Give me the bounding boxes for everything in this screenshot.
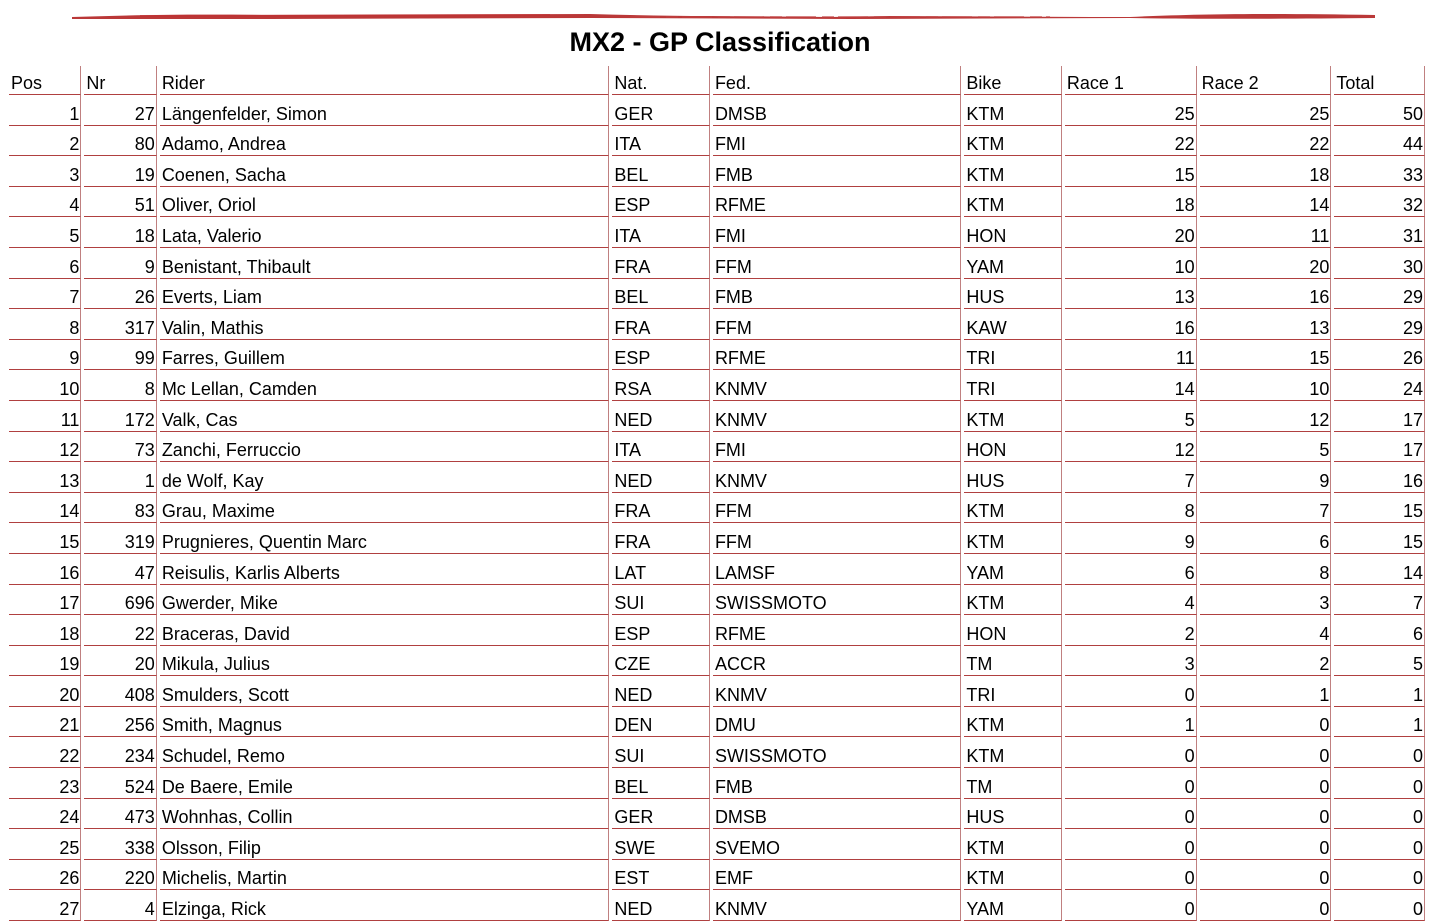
cell-pos: 5 <box>9 217 81 248</box>
cell-race2: 14 <box>1200 187 1332 218</box>
cell-fed: FMB <box>713 156 961 187</box>
cell-fed: RFME <box>713 187 961 218</box>
cell-fed: KNMV <box>713 370 961 401</box>
cell-nat: FRA <box>612 523 710 554</box>
cell-nat: FRA <box>612 248 710 279</box>
cell-nat: SWE <box>612 829 710 860</box>
cell-pos: 18 <box>9 615 81 646</box>
cell-fed: SWISSMOTO <box>713 737 961 768</box>
cell-pos: 17 <box>9 585 81 616</box>
cell-total: 17 <box>1334 401 1425 432</box>
cell-race1: 8 <box>1065 493 1197 524</box>
cell-pos: 6 <box>9 248 81 279</box>
cell-nat: BEL <box>612 768 710 799</box>
table-row <box>9 890 1425 921</box>
cell-bike: KTM <box>964 401 1062 432</box>
classification-table <box>6 66 1428 921</box>
cell-race1: 12 <box>1065 432 1197 463</box>
table-row <box>9 646 1425 677</box>
cell-nr: 338 <box>84 829 156 860</box>
cell-nr: 18 <box>84 217 156 248</box>
cell-pos: 25 <box>9 829 81 860</box>
table-row <box>9 187 1425 218</box>
cell-bike: HON <box>964 432 1062 463</box>
table-row <box>9 401 1425 432</box>
cell-total: 15 <box>1334 493 1425 524</box>
cell-nat: EST <box>612 860 710 891</box>
cell-total: 31 <box>1334 217 1425 248</box>
cell-nat: GER <box>612 799 710 830</box>
cell-bike: TM <box>964 646 1062 677</box>
table-header-row <box>9 66 1425 95</box>
cell-fed: KNMV <box>713 890 961 921</box>
cell-nat: DEN <box>612 707 710 738</box>
cell-total: 1 <box>1334 676 1425 707</box>
cell-rider: Coenen, Sacha <box>160 156 610 187</box>
cell-race1: 1 <box>1065 707 1197 738</box>
cell-nat: ITA <box>612 217 710 248</box>
table-body <box>9 95 1425 921</box>
cell-rider: Wohnhas, Collin <box>160 799 610 830</box>
cell-total: 1 <box>1334 707 1425 738</box>
cell-bike: KTM <box>964 156 1062 187</box>
cell-fed: KNMV <box>713 401 961 432</box>
cell-race2: 5 <box>1200 432 1332 463</box>
table-row <box>9 279 1425 310</box>
cell-race1: 0 <box>1065 860 1197 891</box>
cell-race1: 15 <box>1065 156 1197 187</box>
cell-bike: HON <box>964 217 1062 248</box>
cell-nat: NED <box>612 401 710 432</box>
cell-total: 32 <box>1334 187 1425 218</box>
cell-rider: Elzinga, Rick <box>160 890 610 921</box>
cell-rider: De Baere, Emile <box>160 768 610 799</box>
column-header-nat: Nat. <box>612 66 710 95</box>
cell-nat: BEL <box>612 279 710 310</box>
cell-pos: 3 <box>9 156 81 187</box>
cell-bike: KTM <box>964 95 1062 126</box>
cell-pos: 4 <box>9 187 81 218</box>
cell-fed: FMB <box>713 768 961 799</box>
cell-bike: KTM <box>964 585 1062 616</box>
cell-race1: 0 <box>1065 829 1197 860</box>
cell-total: 50 <box>1334 95 1425 126</box>
cell-race1: 0 <box>1065 676 1197 707</box>
cell-bike: TRI <box>964 676 1062 707</box>
cell-pos: 8 <box>9 309 81 340</box>
column-header-race1: Race 1 <box>1065 66 1197 95</box>
cell-total: 7 <box>1334 585 1425 616</box>
cell-race1: 0 <box>1065 737 1197 768</box>
cell-race2: 22 <box>1200 126 1332 157</box>
cell-rider: Grau, Maxime <box>160 493 610 524</box>
cell-pos: 11 <box>9 401 81 432</box>
cell-nat: SUI <box>612 585 710 616</box>
cell-nr: 20 <box>84 646 156 677</box>
cell-race1: 14 <box>1065 370 1197 401</box>
cell-bike: KTM <box>964 126 1062 157</box>
cell-rider: Farres, Guillem <box>160 340 610 371</box>
cell-total: 0 <box>1334 860 1425 891</box>
cell-bike: HUS <box>964 799 1062 830</box>
column-header-bike: Bike <box>964 66 1062 95</box>
cell-bike: TM <box>964 768 1062 799</box>
cell-rider: Olsson, Filip <box>160 829 610 860</box>
cell-race2: 3 <box>1200 585 1332 616</box>
cell-race2: 8 <box>1200 554 1332 585</box>
cell-nr: 73 <box>84 432 156 463</box>
cell-nr: 19 <box>84 156 156 187</box>
cell-nr: 696 <box>84 585 156 616</box>
cell-fed: FMI <box>713 126 961 157</box>
column-header-nr: Nr <box>84 66 156 95</box>
cell-race1: 9 <box>1065 523 1197 554</box>
cell-total: 0 <box>1334 768 1425 799</box>
cell-race1: 13 <box>1065 279 1197 310</box>
cell-nat: ESP <box>612 340 710 371</box>
cell-total: 0 <box>1334 829 1425 860</box>
cell-bike: YAM <box>964 554 1062 585</box>
cell-bike: HUS <box>964 279 1062 310</box>
cell-race2: 13 <box>1200 309 1332 340</box>
cell-race1: 18 <box>1065 187 1197 218</box>
cell-fed: FMI <box>713 432 961 463</box>
cell-total: 0 <box>1334 799 1425 830</box>
cell-race2: 0 <box>1200 737 1332 768</box>
cell-nat: ITA <box>612 432 710 463</box>
cell-race2: 18 <box>1200 156 1332 187</box>
cell-race2: 0 <box>1200 890 1332 921</box>
cell-pos: 19 <box>9 646 81 677</box>
cell-pos: 2 <box>9 126 81 157</box>
cell-nr: 8 <box>84 370 156 401</box>
cell-total: 6 <box>1334 615 1425 646</box>
cell-race2: 25 <box>1200 95 1332 126</box>
cell-nr: 319 <box>84 523 156 554</box>
cell-race2: 6 <box>1200 523 1332 554</box>
cell-rider: Smulders, Scott <box>160 676 610 707</box>
cell-rider: Prugnieres, Quentin Marc <box>160 523 610 554</box>
cell-total: 5 <box>1334 646 1425 677</box>
cell-race1: 3 <box>1065 646 1197 677</box>
cell-bike: HON <box>964 615 1062 646</box>
table-row <box>9 799 1425 830</box>
cell-rider: Mikula, Julius <box>160 646 610 677</box>
cell-rider: Zanchi, Ferruccio <box>160 432 610 463</box>
table-row <box>9 217 1425 248</box>
cell-nr: 408 <box>84 676 156 707</box>
cell-fed: DMU <box>713 707 961 738</box>
cell-race2: 11 <box>1200 217 1332 248</box>
table-row <box>9 370 1425 401</box>
cell-nat: NED <box>612 462 710 493</box>
table-row <box>9 707 1425 738</box>
cell-race1: 7 <box>1065 462 1197 493</box>
cell-race1: 11 <box>1065 340 1197 371</box>
cell-nat: NED <box>612 676 710 707</box>
cell-fed: RFME <box>713 340 961 371</box>
cell-total: 0 <box>1334 890 1425 921</box>
column-header-fed: Fed. <box>713 66 961 95</box>
cell-bike: YAM <box>964 248 1062 279</box>
cell-race1: 10 <box>1065 248 1197 279</box>
column-header-race2: Race 2 <box>1200 66 1332 95</box>
cell-pos: 14 <box>9 493 81 524</box>
cell-race2: 12 <box>1200 401 1332 432</box>
cell-fed: KNMV <box>713 676 961 707</box>
cell-fed: FMB <box>713 279 961 310</box>
cell-bike: YAM <box>964 890 1062 921</box>
cell-fed: FMI <box>713 217 961 248</box>
cell-bike: KTM <box>964 860 1062 891</box>
cell-pos: 20 <box>9 676 81 707</box>
cell-pos: 22 <box>9 737 81 768</box>
cell-race2: 0 <box>1200 707 1332 738</box>
table-row <box>9 95 1425 126</box>
cell-total: 26 <box>1334 340 1425 371</box>
cell-race1: 0 <box>1065 890 1197 921</box>
cell-race2: 1 <box>1200 676 1332 707</box>
cell-nr: 220 <box>84 860 156 891</box>
cell-nat: FRA <box>612 309 710 340</box>
cell-pos: 24 <box>9 799 81 830</box>
cell-fed: FFM <box>713 523 961 554</box>
cell-fed: FFM <box>713 248 961 279</box>
cell-nr: 51 <box>84 187 156 218</box>
table-row <box>9 523 1425 554</box>
header-brush-stroke <box>70 10 1380 22</box>
page-title: MX2 - GP Classification <box>569 27 871 57</box>
table-row <box>9 340 1425 371</box>
cell-rider: Reisulis, Karlis Alberts <box>160 554 610 585</box>
cell-nr: 317 <box>84 309 156 340</box>
cell-race1: 4 <box>1065 585 1197 616</box>
cell-nat: ESP <box>612 187 710 218</box>
cell-rider: Michelis, Martin <box>160 860 610 891</box>
cell-rider: Adamo, Andrea <box>160 126 610 157</box>
cell-total: 30 <box>1334 248 1425 279</box>
cell-nat: ESP <box>612 615 710 646</box>
cell-rider: Gwerder, Mike <box>160 585 610 616</box>
cell-nr: 524 <box>84 768 156 799</box>
cell-total: 29 <box>1334 279 1425 310</box>
cell-nat: FRA <box>612 493 710 524</box>
cell-bike: KTM <box>964 707 1062 738</box>
cell-pos: 10 <box>9 370 81 401</box>
cell-total: 33 <box>1334 156 1425 187</box>
cell-rider: Längenfelder, Simon <box>160 95 610 126</box>
cell-total: 29 <box>1334 309 1425 340</box>
cell-nr: 26 <box>84 279 156 310</box>
cell-fed: DMSB <box>713 799 961 830</box>
cell-race2: 0 <box>1200 860 1332 891</box>
cell-nr: 234 <box>84 737 156 768</box>
cell-pos: 9 <box>9 340 81 371</box>
table-row <box>9 615 1425 646</box>
table-row <box>9 248 1425 279</box>
cell-rider: Schudel, Remo <box>160 737 610 768</box>
cell-nr: 172 <box>84 401 156 432</box>
cell-nr: 4 <box>84 890 156 921</box>
cell-bike: KTM <box>964 523 1062 554</box>
cell-nr: 22 <box>84 615 156 646</box>
cell-race1: 6 <box>1065 554 1197 585</box>
cell-nat: NED <box>612 890 710 921</box>
table-row <box>9 585 1425 616</box>
cell-fed: DMSB <box>713 95 961 126</box>
cell-fed: FFM <box>713 309 961 340</box>
cell-bike: KTM <box>964 493 1062 524</box>
cell-rider: Everts, Liam <box>160 279 610 310</box>
cell-rider: Benistant, Thibault <box>160 248 610 279</box>
cell-nr: 99 <box>84 340 156 371</box>
table-row <box>9 737 1425 768</box>
cell-fed: EMF <box>713 860 961 891</box>
cell-rider: Braceras, David <box>160 615 610 646</box>
cell-nr: 80 <box>84 126 156 157</box>
cell-race2: 0 <box>1200 829 1332 860</box>
cell-fed: RFME <box>713 615 961 646</box>
cell-nr: 27 <box>84 95 156 126</box>
table-row <box>9 768 1425 799</box>
cell-fed: SVEMO <box>713 829 961 860</box>
cell-bike: KTM <box>964 829 1062 860</box>
cell-nat: LAT <box>612 554 710 585</box>
cell-bike: KTM <box>964 187 1062 218</box>
cell-total: 24 <box>1334 370 1425 401</box>
cell-total: 17 <box>1334 432 1425 463</box>
cell-nat: ITA <box>612 126 710 157</box>
cell-nr: 9 <box>84 248 156 279</box>
cell-bike: TRI <box>964 340 1062 371</box>
cell-rider: de Wolf, Kay <box>160 462 610 493</box>
cell-nat: RSA <box>612 370 710 401</box>
cell-race2: 0 <box>1200 799 1332 830</box>
cell-pos: 7 <box>9 279 81 310</box>
cell-rider: Oliver, Oriol <box>160 187 610 218</box>
cell-bike: KTM <box>964 737 1062 768</box>
cell-race1: 5 <box>1065 401 1197 432</box>
table-row <box>9 309 1425 340</box>
cell-race1: 0 <box>1065 799 1197 830</box>
column-header-total: Total <box>1334 66 1425 95</box>
cell-rider: Valk, Cas <box>160 401 610 432</box>
cell-race2: 2 <box>1200 646 1332 677</box>
cell-nat: GER <box>612 95 710 126</box>
cell-pos: 27 <box>9 890 81 921</box>
cell-total: 16 <box>1334 462 1425 493</box>
cell-pos: 21 <box>9 707 81 738</box>
cell-pos: 26 <box>9 860 81 891</box>
cell-race2: 16 <box>1200 279 1332 310</box>
cell-race2: 4 <box>1200 615 1332 646</box>
cell-total: 44 <box>1334 126 1425 157</box>
cell-race2: 15 <box>1200 340 1332 371</box>
cell-bike: KAW <box>964 309 1062 340</box>
cell-race1: 20 <box>1065 217 1197 248</box>
cell-pos: 13 <box>9 462 81 493</box>
column-header-rider: Rider <box>160 66 610 95</box>
cell-pos: 23 <box>9 768 81 799</box>
cell-fed: SWISSMOTO <box>713 585 961 616</box>
cell-rider: Lata, Valerio <box>160 217 610 248</box>
cell-nat: CZE <box>612 646 710 677</box>
cell-race1: 16 <box>1065 309 1197 340</box>
cell-pos: 1 <box>9 95 81 126</box>
cell-rider: Smith, Magnus <box>160 707 610 738</box>
cell-nr: 1 <box>84 462 156 493</box>
cell-bike: HUS <box>964 462 1062 493</box>
table-row <box>9 462 1425 493</box>
table-row <box>9 829 1425 860</box>
cell-nr: 47 <box>84 554 156 585</box>
cell-total: 0 <box>1334 737 1425 768</box>
table-row <box>9 860 1425 891</box>
table-row <box>9 554 1425 585</box>
cell-pos: 12 <box>9 432 81 463</box>
cell-race2: 10 <box>1200 370 1332 401</box>
cell-fed: ACCR <box>713 646 961 677</box>
cell-nr: 256 <box>84 707 156 738</box>
cell-total: 15 <box>1334 523 1425 554</box>
cell-rider: Mc Lellan, Camden <box>160 370 610 401</box>
cell-race1: 0 <box>1065 768 1197 799</box>
cell-race1: 2 <box>1065 615 1197 646</box>
table-row <box>9 432 1425 463</box>
table-row <box>9 493 1425 524</box>
cell-pos: 16 <box>9 554 81 585</box>
table-row <box>9 676 1425 707</box>
cell-race1: 25 <box>1065 95 1197 126</box>
cell-nr: 473 <box>84 799 156 830</box>
cell-nat: SUI <box>612 737 710 768</box>
cell-race2: 7 <box>1200 493 1332 524</box>
cell-total: 14 <box>1334 554 1425 585</box>
cell-race2: 0 <box>1200 768 1332 799</box>
cell-race2: 20 <box>1200 248 1332 279</box>
cell-rider: Valin, Mathis <box>160 309 610 340</box>
column-header-pos: Pos <box>9 66 81 95</box>
cell-pos: 15 <box>9 523 81 554</box>
cell-fed: FFM <box>713 493 961 524</box>
cell-race1: 22 <box>1065 126 1197 157</box>
cell-bike: TRI <box>964 370 1062 401</box>
cell-nat: BEL <box>612 156 710 187</box>
cell-fed: KNMV <box>713 462 961 493</box>
table-row <box>9 126 1425 157</box>
cell-nr: 83 <box>84 493 156 524</box>
cell-race2: 9 <box>1200 462 1332 493</box>
table-row <box>9 156 1425 187</box>
cell-fed: LAMSF <box>713 554 961 585</box>
